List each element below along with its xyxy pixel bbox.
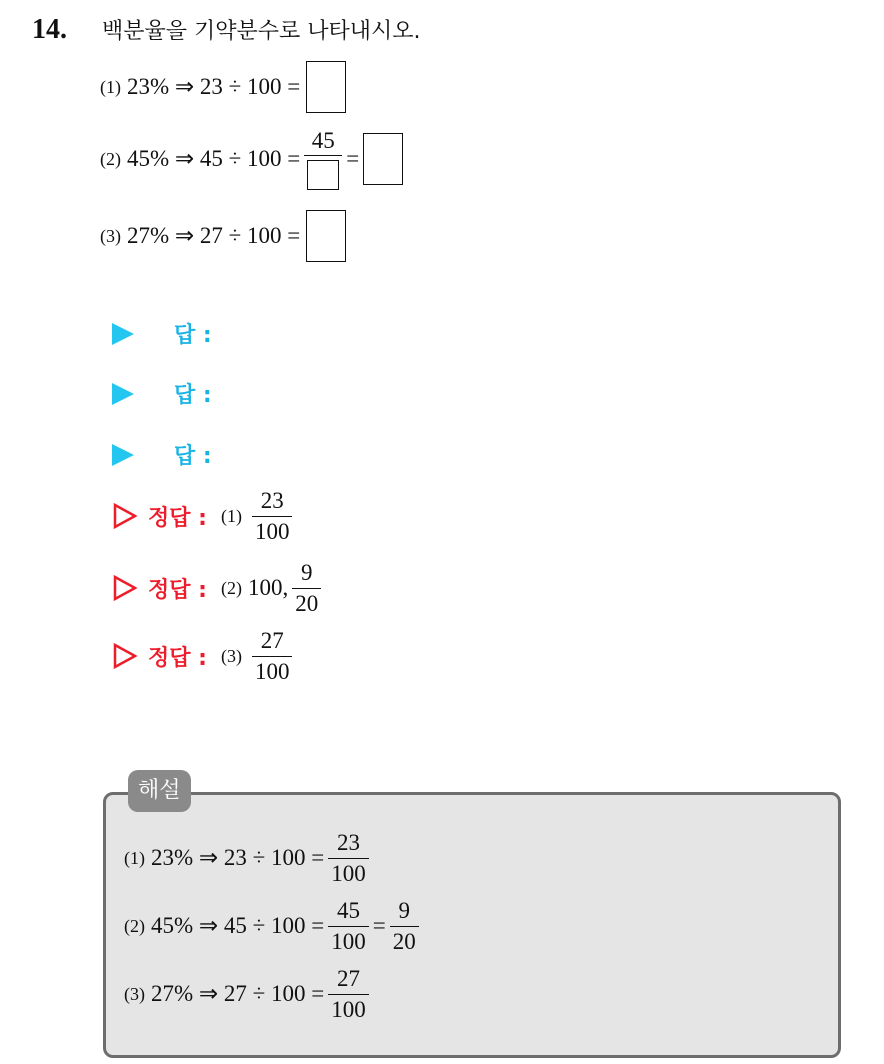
answer-row-2[interactable] <box>112 378 212 409</box>
answer-row-3[interactable] <box>112 439 212 470</box>
fraction-denominator <box>304 155 342 190</box>
answer-prefix: 100, <box>247 575 289 600</box>
item-expression: 45% ⇒ 45 ÷ 100 = <box>127 146 301 171</box>
correct-answer-1 <box>112 484 296 548</box>
fraction-denominator: 100 <box>328 926 369 954</box>
fraction-numerator: 23 <box>337 830 361 856</box>
fraction-numerator: 45 <box>311 127 335 153</box>
answer-blank-box[interactable] <box>306 61 346 113</box>
answer-fraction <box>292 560 321 616</box>
question-number: 14. <box>32 14 67 45</box>
question-item-3 <box>100 211 346 261</box>
outline-triangle-icon <box>112 642 138 670</box>
equals-sign: = <box>346 146 360 171</box>
correct-label: 정답 : <box>148 577 207 603</box>
correct-answer-2 <box>112 556 325 620</box>
answer-blank-box[interactable] <box>306 210 346 262</box>
play-triangle-icon <box>112 444 134 466</box>
correct-answer-3 <box>112 624 296 688</box>
answer-row-1[interactable] <box>112 318 212 349</box>
result-fraction <box>328 898 369 954</box>
fraction-denominator: 100 <box>328 858 369 886</box>
result-fraction <box>328 830 369 886</box>
correct-label: 정답 : <box>148 645 207 671</box>
fraction-numerator: 9 <box>398 898 411 924</box>
fraction-numerator: 9 <box>300 560 313 586</box>
play-triangle-icon <box>112 323 134 345</box>
item-expression: 27% ⇒ 27 ÷ 100 = <box>151 981 325 1006</box>
question-text: 백분율을 기약분수로 나타내시오. <box>102 19 421 44</box>
item-expression: 23% ⇒ 23 ÷ 100 = <box>127 74 301 99</box>
fraction-numerator: 23 <box>260 488 284 514</box>
fraction-numerator: 45 <box>337 898 361 924</box>
item-number: (3) <box>124 983 145 1004</box>
question-item-1 <box>100 62 346 112</box>
equals-sign: = <box>372 913 386 938</box>
explanation-item-1 <box>124 826 373 890</box>
play-triangle-icon <box>112 383 134 405</box>
fraction-with-blank <box>304 128 342 190</box>
answer-fraction <box>252 488 293 544</box>
outline-triangle-icon <box>112 502 138 530</box>
item-number: (2) <box>220 577 242 598</box>
fraction-denominator: 20 <box>390 926 419 954</box>
item-number: (1) <box>124 847 145 868</box>
item-number: (1) <box>100 76 121 97</box>
answer-fraction <box>252 628 293 684</box>
explanation-item-2 <box>124 894 423 958</box>
item-expression: 23% ⇒ 23 ÷ 100 = <box>151 845 325 870</box>
explanation-tag: 해설 <box>128 770 191 812</box>
item-number: (2) <box>100 148 121 169</box>
fraction-denominator: 100 <box>252 656 293 684</box>
fraction-numerator: 27 <box>337 966 361 992</box>
fraction-denominator: 100 <box>328 994 369 1022</box>
answer-blank-box[interactable] <box>363 133 403 185</box>
result-fraction <box>328 966 369 1022</box>
item-number: (1) <box>220 505 242 526</box>
answer-label: 답 : <box>174 323 212 348</box>
answer-label: 답 : <box>174 383 212 408</box>
fraction-denominator: 100 <box>252 516 293 544</box>
answer-label: 답 : <box>174 444 212 469</box>
fraction-denominator: 20 <box>292 588 321 616</box>
correct-label: 정답 : <box>148 505 207 531</box>
answer-blank-box[interactable] <box>307 160 339 190</box>
outline-triangle-icon <box>112 574 138 602</box>
question-item-2 <box>100 124 403 194</box>
item-number: (2) <box>124 915 145 936</box>
item-number: (3) <box>220 645 242 666</box>
fraction-numerator: 27 <box>260 628 284 654</box>
item-expression: 45% ⇒ 45 ÷ 100 = <box>151 913 325 938</box>
explanation-item-3 <box>124 962 373 1026</box>
item-expression: 27% ⇒ 27 ÷ 100 = <box>127 223 301 248</box>
item-number: (3) <box>100 225 121 246</box>
reduced-fraction <box>390 898 419 954</box>
